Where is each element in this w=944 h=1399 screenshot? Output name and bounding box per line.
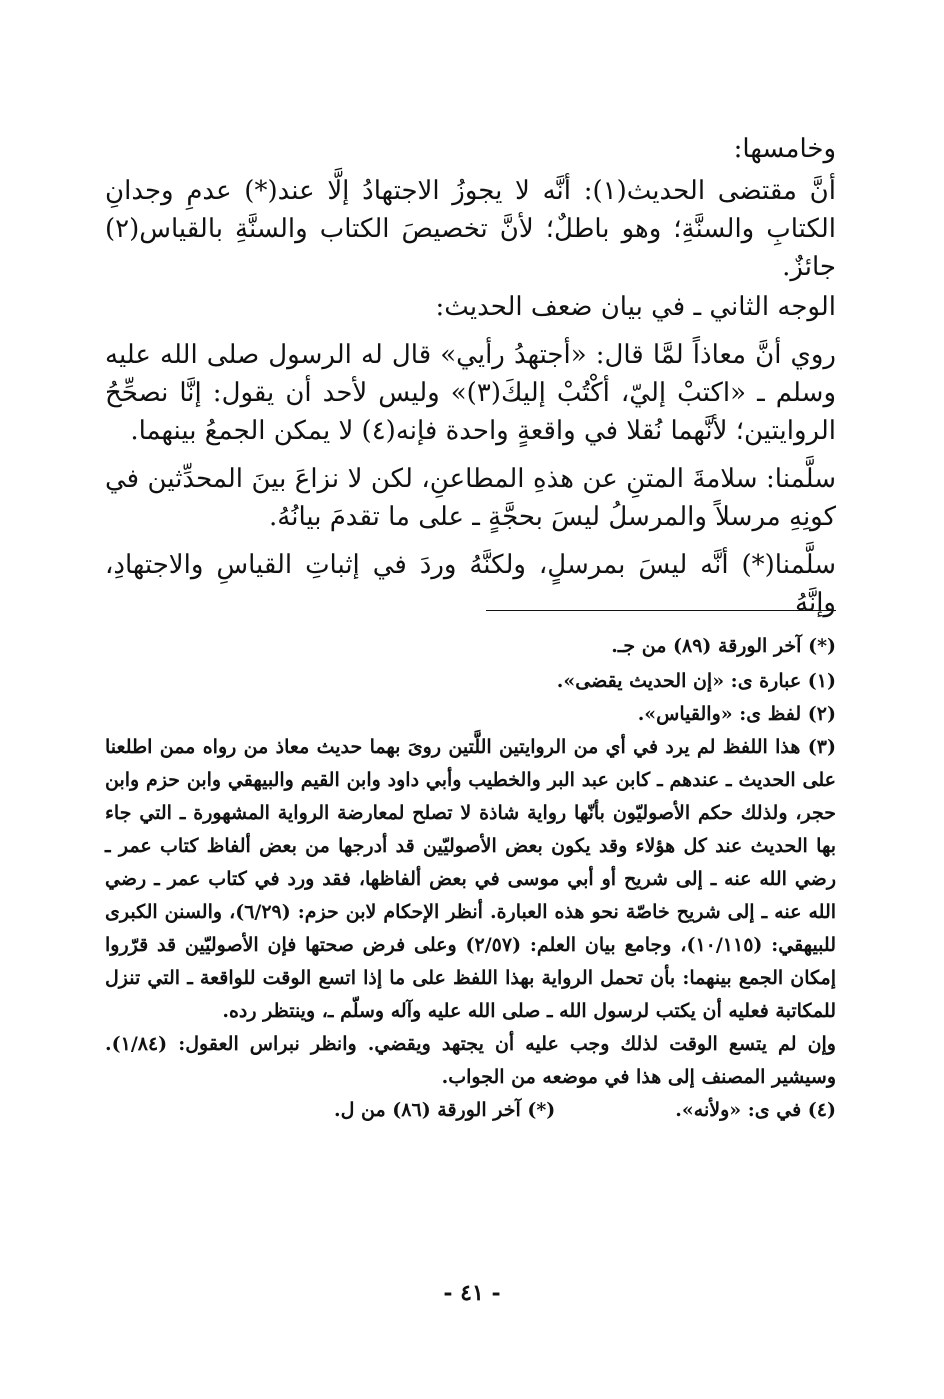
footnote-1: (١) عبارة ى: «إن الحديث يقضى».: [556, 670, 836, 692]
paragraph-5: سلَّمنا(*) أنَّه ليسَ بمرسلٍ، ولكنَّهُ وردَ في إثباتِ القياسِ والاجتهادِ، وإنَّهُ: [105, 550, 836, 618]
footnote-2: (٢) لفظ ى: «والقياس».: [637, 703, 836, 725]
footnote-3-continued: وإن لم يتسع الوقت لذلك وجب عليه أن يجتهد ويقضي. وانظر نبراس العقول: (١/٨٤). وسيشير المصنف إلى هذا في موضعه من الجواب.: [105, 1033, 836, 1088]
paragraph-1: أنَّ مقتضى الحديث(١): أنَّه لا يجوزُ الاجتهادُ إلَّا عند(*) عدمِ وجدانِ الكتابِ والسنَّةِ؛ وهو باطلٌ؛ لأنَّ تخصيصَ الكتاب والسنَّةِ بالقياس(٢) جائزٌ.: [105, 176, 836, 282]
footnote-3: (٣) هذا اللفظ لم يرد في أي من الروايتين اللَّتين روىَ بهما حديث معاذ من رواه ممن اطلعنا على الحديث ـ عندهم ـ كابن عبد البر والخطيب وأبي داود وابن القيم والبيهقي وابن حزم وابن حجر، ولذلك حكم الأصوليّون بأنّها رواية شاذة لا تصلح لمعارضة الرواية المشهورة ـ التي جاء بها الحديث عند كل هؤلاء وقد يكون بعض الأصوليّين قد أدرجها من بعض ألفاظ كتاب عمر ـ رضي الله عنه ـ إلى شريح أو أبي موسى في بعض ألفاظها، فقد ورد في كتاب عمر ـ رضي الله عنه ـ إلى شريح خاصّة نحو هذه العبارة. أنظر الإحكام لابن حزم: (٦/٢٩)، والسنن الكبرى للبيهقي: (١٠/١١٥)، وجامع بيان العلم: (٢/٥٧) وعلى فرض صحتها فإن الأصوليّين قد قرّروا إمكان الجمع بينهما: بأن تحمل الرواية بهذا اللفظ على ما إذا اتسع الوقت للواقعة ـ التي تنزل للمكاتبة فعليه أن يكتب لرسول الله ـ صلى الله عليه وآله وسلّم ـ، وينتظر رده.: [105, 736, 837, 1022]
section-heading: وخامسها:: [733, 134, 836, 164]
footnote-4: (٤) في ى: «ولأنه».: [675, 1099, 836, 1121]
page-number: - ٤١ -: [443, 1280, 501, 1306]
paragraph-4: سلَّمنا: سلامةَ المتنِ عن هذهِ المطاعنِ، لكن لا نزاعَ بينَ المحدِّثين في كونِهِ مرسلاً والمرسلُ ليسَ بحجَّةٍ ـ على ما تقدمَ بيانُهُ.: [105, 464, 836, 532]
main-text: [105, 130, 836, 622]
paragraph-2: الوجه الثاني ـ في بيان ضعف الحديث:: [435, 292, 836, 322]
footnote-divider: [486, 610, 836, 611]
paragraph-3: روي أنَّ معاذاً لمَّا قال: «أجتهدُ رأيي» قال له الرسول صلى الله عليه وسلم ـ «اكتبْ إليّ، أكْتُبْ إليكَ(٣)» وليس لأحد أن يقول: إنَّا نصحِّحُ الروايتين؛ لأنَّهما نُقلا في واقعةٍ واحدة فإنه(٤) لا يمكن الجمعُ بينهما.: [105, 340, 836, 446]
footnotes: [105, 630, 836, 1127]
footnote-star-1: (*) آخر الورقة (٨٩) من جـ.: [611, 635, 836, 657]
footnote-star-2: (*) آخر الورقة (٨٦) من ل.: [333, 1099, 556, 1121]
footnote-last-row: [105, 1094, 836, 1127]
